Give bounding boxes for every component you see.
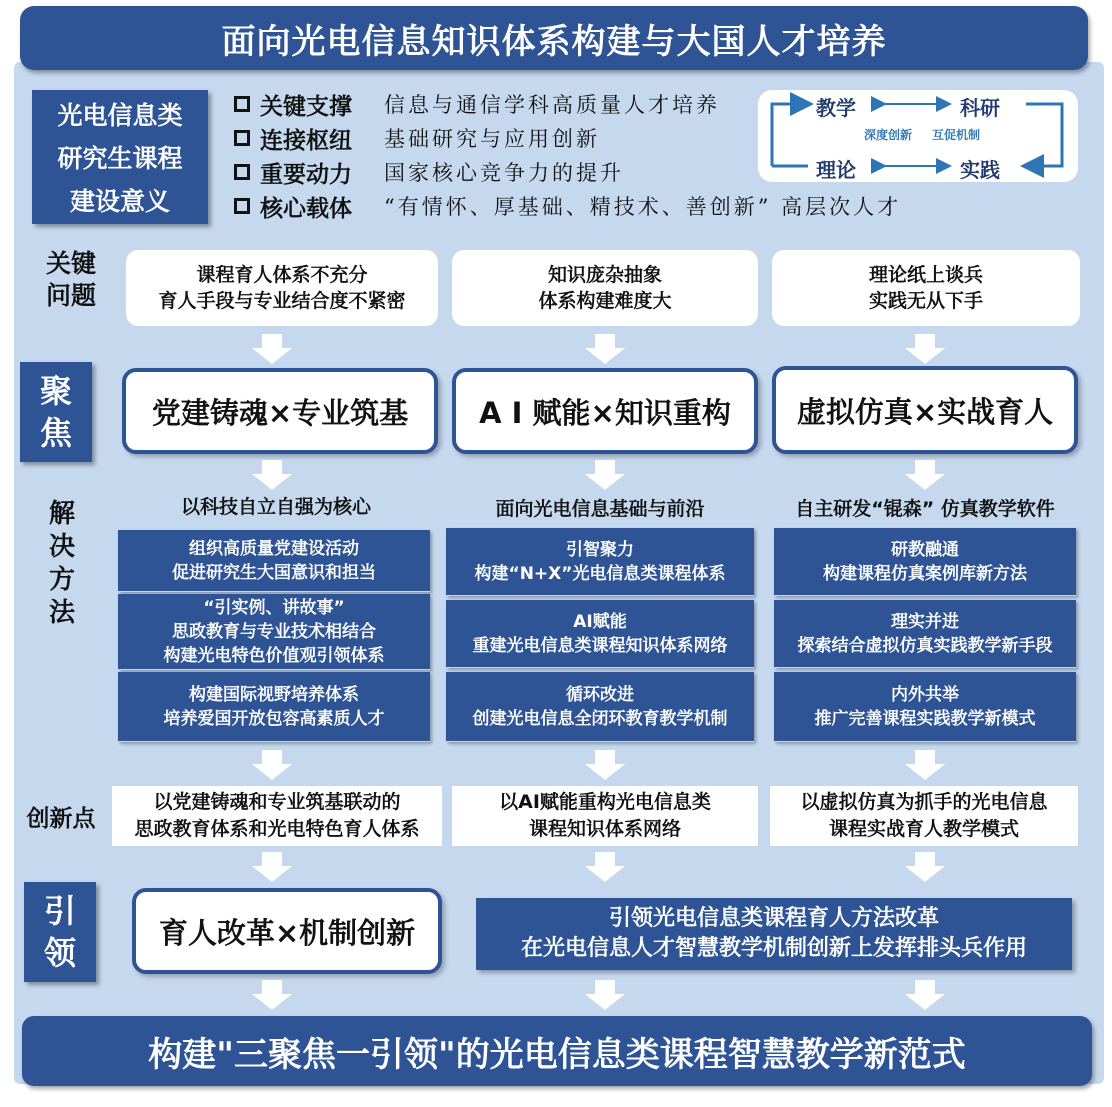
method-card xyxy=(446,600,754,668)
method-line: 促进研究生大国意识和担当 xyxy=(172,562,376,583)
problem-line: 实践无从下手 xyxy=(868,290,983,312)
innovation-line: 课程实战育人教学模式 xyxy=(828,818,1019,840)
cycle-sub-right: 互促机制 xyxy=(932,128,981,142)
lead-label-line: 引 xyxy=(43,892,76,930)
focus-label xyxy=(20,362,92,462)
problem-line: 理论纸上谈兵 xyxy=(868,264,983,286)
focus-label-line: 焦 xyxy=(39,414,72,452)
method-card xyxy=(118,672,430,742)
down-arrow-icon xyxy=(252,460,292,490)
significance-item xyxy=(234,155,624,189)
significance-desc: 信息与通信学科高质量人才培养 xyxy=(384,93,720,117)
down-arrow-icon xyxy=(252,852,292,882)
meaning-label-line: 研究生课程 xyxy=(57,144,183,173)
method-line: 引智聚力 xyxy=(566,539,634,560)
method-card xyxy=(118,594,430,670)
method-line: 推广完善课程实践教学新模式 xyxy=(814,708,1036,729)
focus-box: 虚拟仿真×实战育人 xyxy=(772,366,1078,454)
problem-card xyxy=(452,250,758,326)
significance-item xyxy=(234,121,600,155)
problem-card xyxy=(126,250,438,326)
methods-label-line: 方 xyxy=(48,565,75,595)
problem-line: 知识庞杂抽象 xyxy=(547,264,662,286)
significance-desc: “有情怀、厚基础、精技术、善创新” 高层次人才 xyxy=(384,195,902,219)
method-line: 培养爱国开放包容高素质人才 xyxy=(163,708,385,729)
method-card xyxy=(446,528,754,596)
method-card xyxy=(774,672,1076,742)
down-arrow-icon xyxy=(905,980,945,1010)
checkbox-icon xyxy=(234,96,250,112)
down-arrow-icon xyxy=(905,460,945,490)
method-line: 构建课程仿真案例库新方法 xyxy=(823,563,1027,584)
method-line: 重建光电信息类课程知识体系网络 xyxy=(472,635,728,656)
method-column-head: 面向光电信息基础与前沿 xyxy=(495,498,705,520)
cycle-theory: 理论 xyxy=(816,158,856,182)
significance-item xyxy=(234,87,720,121)
methods-label-line: 决 xyxy=(48,532,75,562)
down-arrow-icon xyxy=(252,980,292,1010)
significance-key: 核心载体 xyxy=(260,195,352,222)
innovation-label: 创新点 xyxy=(26,806,96,832)
method-card xyxy=(774,528,1076,596)
lead-desc-line: 在光电信息人才智慧教学机制创新上发挥排头兵作用 xyxy=(520,936,1027,961)
down-arrow-icon xyxy=(585,334,625,364)
problem-card xyxy=(772,250,1080,326)
problem-line: 体系构建难度大 xyxy=(538,290,672,312)
conclusion-banner: 构建"三聚焦一引领"的光电信息类课程智慧教学新范式 xyxy=(22,1016,1092,1086)
cycle-practice: 实践 xyxy=(960,158,1000,182)
methods-label xyxy=(40,498,84,630)
innovation-line: 以党建铸魂和专业筑基联动的 xyxy=(153,791,401,813)
innovation-item xyxy=(770,786,1078,846)
method-line: 创建光电信息全闭环教育教学机制 xyxy=(472,708,728,729)
problems-label xyxy=(36,248,106,312)
method-line: 内外共举 xyxy=(891,684,959,705)
significance-key: 关键支撑 xyxy=(260,93,352,120)
problems-label-line: 问题 xyxy=(45,281,96,310)
innovation-line: 以虚拟仿真为抓手的光电信息 xyxy=(800,791,1048,813)
down-arrow-icon xyxy=(905,750,945,780)
meaning-label xyxy=(32,90,208,224)
method-card xyxy=(446,672,754,742)
down-arrow-icon xyxy=(905,334,945,364)
cycle-research: 科研 xyxy=(960,96,1000,120)
down-arrow-icon xyxy=(905,852,945,882)
method-line: 构建“N+X”光电信息类课程体系 xyxy=(474,563,726,584)
significance-desc: 国家核心竞争力的提升 xyxy=(384,161,624,185)
checkbox-icon xyxy=(234,198,250,214)
focus-label-line: 聚 xyxy=(39,372,72,410)
significance-desc: 基础研究与应用创新 xyxy=(384,127,600,151)
method-line: 思政教育与专业技术相结合 xyxy=(172,621,376,642)
cycle-teaching: 教学 xyxy=(816,96,856,120)
focus-box: A I 赋能×知识重构 xyxy=(452,368,758,454)
meaning-label-line: 建设意义 xyxy=(69,187,170,216)
method-line: 探索结合虚拟仿真实践教学新手段 xyxy=(797,635,1053,656)
down-arrow-icon xyxy=(585,750,625,780)
down-arrow-icon xyxy=(252,750,292,780)
meaning-label-line: 光电信息类 xyxy=(57,101,183,130)
significance-key: 连接枢纽 xyxy=(260,127,352,154)
method-line: AI赋能 xyxy=(573,611,627,632)
method-column-head: 以科技自立自强为核心 xyxy=(180,496,371,518)
innovation-line: 思政教育体系和光电特色育人体系 xyxy=(134,818,420,840)
innovation-item xyxy=(452,786,758,846)
method-line: 循环改进 xyxy=(566,684,634,705)
problem-line: 育人手段与专业结合度不紧密 xyxy=(158,290,406,312)
significance-key: 重要动力 xyxy=(260,161,352,188)
page-title: 面向光电信息知识体系构建与大国人才培养 xyxy=(20,6,1088,70)
down-arrow-icon xyxy=(252,334,292,364)
method-card xyxy=(774,600,1076,668)
problem-line: 课程育人体系不充分 xyxy=(196,264,368,286)
problems-label-line: 关键 xyxy=(45,249,96,278)
cycle-diagram xyxy=(758,90,1078,182)
method-line: 组织高质量党建设活动 xyxy=(189,538,359,559)
method-card xyxy=(118,530,430,592)
checkbox-icon xyxy=(234,164,250,180)
significance-item xyxy=(234,189,901,223)
method-line: 理实并进 xyxy=(891,611,959,632)
checkbox-icon xyxy=(234,130,250,146)
lead-description xyxy=(476,898,1072,970)
method-line: 研教融通 xyxy=(891,539,959,560)
method-column-head: 自主研发“锟森” 仿真教学软件 xyxy=(795,498,1055,520)
innovation-line: 以AI赋能重构光电信息类 xyxy=(499,791,711,813)
lead-label-line: 领 xyxy=(43,934,76,972)
innovation-item xyxy=(112,786,442,846)
cycle-sub-left: 深度创新 xyxy=(864,128,913,142)
lead-box: 育人改革×机制创新 xyxy=(132,888,442,974)
lead-label xyxy=(24,882,96,982)
lead-desc-line: 引领光电信息类课程育人方法改革 xyxy=(608,906,939,931)
method-line: 构建光电特色价值观引领体系 xyxy=(163,645,385,666)
methods-label-line: 法 xyxy=(48,598,75,628)
focus-box: 党建铸魂×专业筑基 xyxy=(122,368,438,454)
down-arrow-icon xyxy=(585,980,625,1010)
methods-label-line: 解 xyxy=(48,499,75,529)
down-arrow-icon xyxy=(585,460,625,490)
method-line: 构建国际视野培养体系 xyxy=(189,684,359,705)
cycle-arrows-icon xyxy=(758,90,1078,182)
innovation-line: 课程知识体系网络 xyxy=(528,818,681,840)
method-line: “引实例、讲故事” xyxy=(203,597,345,618)
down-arrow-icon xyxy=(585,852,625,882)
